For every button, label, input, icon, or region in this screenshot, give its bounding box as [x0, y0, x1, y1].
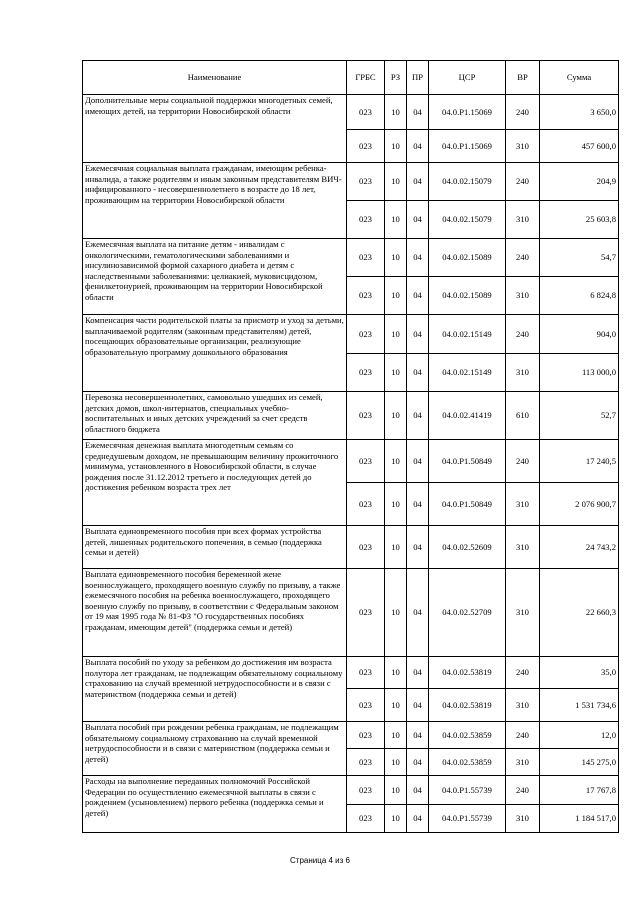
pr-cell: 04: [407, 392, 429, 440]
pr-cell: 04: [407, 526, 429, 569]
row-name-cell: Перевозка несовершеннолетних, самовольно ушедших из семей, детских домов, школ-интернатов, специальных учебно-воспитательных и иных детских учреждений за счет средств областного бюджета: [83, 392, 347, 440]
rz-cell: 10: [385, 163, 407, 201]
table-header-row: [83, 61, 619, 95]
vr-cell: 310: [506, 805, 540, 833]
rz-cell: 10: [385, 689, 407, 722]
pr-cell: 04: [407, 776, 429, 805]
grbs-cell: 023: [347, 689, 385, 722]
vr-cell: 240: [506, 722, 540, 749]
header-rz: РЗ: [385, 61, 407, 95]
row-name-cell: Выплата единовременного пособия при всех формах устройства детей, лишенных родительского попечения, в семью (поддержка семьи и детей): [83, 526, 347, 569]
table-row: [83, 239, 619, 277]
vr-cell: 610: [506, 392, 540, 440]
csr-cell: 04.0.02.52709: [429, 569, 506, 657]
csr-cell: 04.0.02.41419: [429, 392, 506, 440]
pr-cell: 04: [407, 277, 429, 315]
grbs-cell: 023: [347, 776, 385, 805]
csr-cell: 04.0.Р1.15069: [429, 95, 506, 130]
header-vr: ВР: [506, 61, 540, 95]
vr-cell: 310: [506, 526, 540, 569]
table-row: [83, 440, 619, 483]
sum-cell: 54,7: [540, 239, 619, 277]
sum-cell: 17 767,8: [540, 776, 619, 805]
csr-cell: 04.0.Р1.50849: [429, 483, 506, 526]
vr-cell: 240: [506, 239, 540, 277]
vr-cell: 240: [506, 95, 540, 130]
pr-cell: 04: [407, 130, 429, 163]
sum-cell: 457 600,0: [540, 130, 619, 163]
rz-cell: 10: [385, 201, 407, 239]
rz-cell: 10: [385, 130, 407, 163]
vr-cell: 310: [506, 354, 540, 392]
grbs-cell: 023: [347, 526, 385, 569]
csr-cell: 04.0.Р1.55739: [429, 776, 506, 805]
grbs-cell: 023: [347, 163, 385, 201]
header-sum: Сумма: [540, 61, 619, 95]
rz-cell: 10: [385, 749, 407, 776]
rz-cell: 10: [385, 440, 407, 483]
rz-cell: 10: [385, 354, 407, 392]
table-row: [83, 526, 619, 569]
sum-cell: 904,0: [540, 315, 619, 354]
budget-table: [82, 60, 619, 833]
csr-cell: 04.0.02.53859: [429, 749, 506, 776]
table-row: [83, 657, 619, 689]
csr-cell: 04.0.02.15079: [429, 201, 506, 239]
grbs-cell: 023: [347, 749, 385, 776]
row-name-cell: Ежемесячная социальная выплата гражданам, имеющим ребенка-инвалида, а также родителям и иным законным представителям ВИЧ-инфицированного - несовершеннолетнего в возрасте до 18 лет, проживающим на территории Новосибирской области: [83, 163, 347, 239]
vr-cell: 240: [506, 440, 540, 483]
rz-cell: 10: [385, 569, 407, 657]
table-row: [83, 163, 619, 201]
sum-cell: 24 743,2: [540, 526, 619, 569]
pr-cell: 04: [407, 569, 429, 657]
grbs-cell: 023: [347, 392, 385, 440]
row-name-cell: Ежемесячная денежная выплата многодетным семьям со среднедушевым доходом, не превышающим величину прожиточного минимума, установленного в Новосибирской области, в случае рождения после 31.12.2012 третьего и последующих детей до достижения ребенком возраста трех лет: [83, 440, 347, 526]
csr-cell: 04.0.02.15089: [429, 277, 506, 315]
pr-cell: 04: [407, 805, 429, 833]
sum-cell: 12,0: [540, 722, 619, 749]
pr-cell: 04: [407, 95, 429, 130]
pr-cell: 04: [407, 163, 429, 201]
grbs-cell: 023: [347, 440, 385, 483]
csr-cell: 04.0.02.15089: [429, 239, 506, 277]
rz-cell: 10: [385, 722, 407, 749]
sum-cell: 22 660,3: [540, 569, 619, 657]
pr-cell: 04: [407, 689, 429, 722]
csr-cell: 04.0.02.15079: [429, 163, 506, 201]
vr-cell: 310: [506, 130, 540, 163]
header-name: Наименование: [83, 61, 347, 95]
sum-cell: 1 531 734,6: [540, 689, 619, 722]
sum-cell: 35,0: [540, 657, 619, 689]
table-row: [83, 315, 619, 354]
grbs-cell: 023: [347, 277, 385, 315]
vr-cell: 310: [506, 201, 540, 239]
vr-cell: 240: [506, 163, 540, 201]
grbs-cell: 023: [347, 95, 385, 130]
sum-cell: 1 184 517,0: [540, 805, 619, 833]
pr-cell: 04: [407, 315, 429, 354]
pr-cell: 04: [407, 440, 429, 483]
pr-cell: 04: [407, 483, 429, 526]
rz-cell: 10: [385, 277, 407, 315]
vr-cell: 310: [506, 689, 540, 722]
csr-cell: 04.0.Р1.55739: [429, 805, 506, 833]
sum-cell: 204,9: [540, 163, 619, 201]
rz-cell: 10: [385, 95, 407, 130]
grbs-cell: 023: [347, 722, 385, 749]
grbs-cell: 023: [347, 315, 385, 354]
vr-cell: 310: [506, 569, 540, 657]
grbs-cell: 023: [347, 354, 385, 392]
row-name-cell: Выплата пособий при рождении ребенка гражданам, не подлежащим обязательному социальному страхованию на случай временной нетрудоспособности и в связи с материнством (поддержка семьи и детей): [83, 722, 347, 776]
grbs-cell: 023: [347, 657, 385, 689]
rz-cell: 10: [385, 315, 407, 354]
grbs-cell: 023: [347, 805, 385, 833]
vr-cell: 240: [506, 657, 540, 689]
rz-cell: 10: [385, 776, 407, 805]
vr-cell: 310: [506, 483, 540, 526]
vr-cell: 240: [506, 776, 540, 805]
vr-cell: 240: [506, 315, 540, 354]
vr-cell: 310: [506, 749, 540, 776]
pr-cell: 04: [407, 239, 429, 277]
sum-cell: 6 824,8: [540, 277, 619, 315]
row-name-cell: Компенсация части родительской платы за присмотр и уход за детьми, выплачиваемой родителям (законным представителям) детей, посещающих образовательные организации, реализующие образовательную программу дошкольного образования: [83, 315, 347, 392]
table-row: [83, 392, 619, 440]
sum-cell: 3 650,0: [540, 95, 619, 130]
pr-cell: 04: [407, 749, 429, 776]
page-footer: Страница 4 из 6: [290, 856, 350, 865]
rz-cell: 10: [385, 657, 407, 689]
vr-cell: 310: [506, 277, 540, 315]
pr-cell: 04: [407, 722, 429, 749]
header-csr: ЦСР: [429, 61, 506, 95]
sum-cell: 113 000,0: [540, 354, 619, 392]
table-body: [83, 95, 619, 833]
rz-cell: 10: [385, 483, 407, 526]
grbs-cell: 023: [347, 130, 385, 163]
rz-cell: 10: [385, 805, 407, 833]
grbs-cell: 023: [347, 201, 385, 239]
csr-cell: 04.0.Р1.50849: [429, 440, 506, 483]
rz-cell: 10: [385, 239, 407, 277]
rz-cell: 10: [385, 392, 407, 440]
csr-cell: 04.0.02.15149: [429, 315, 506, 354]
pr-cell: 04: [407, 201, 429, 239]
pr-cell: 04: [407, 354, 429, 392]
csr-cell: 04.0.02.53819: [429, 689, 506, 722]
row-name-cell: Расходы на выполнение переданных полномочий Российской Федерации по осуществлению ежемесячной выплаты в связи с рождением (усыновлением) первого ребенка (поддержка семьи и детей): [83, 776, 347, 833]
sum-cell: 145 275,0: [540, 749, 619, 776]
row-name-cell: Ежемесячная выплата на питание детям - инвалидам с онкологическими, гематологическими заболеваниями и инсулинозависимой формой сахарного диабета и детям с наследственными заболеваниями: целиакией, муковисцидозом, фенилкетонурией, проживающим на территории Новосибирской области: [83, 239, 347, 315]
csr-cell: 04.0.02.15149: [429, 354, 506, 392]
grbs-cell: 023: [347, 569, 385, 657]
csr-cell: 04.0.02.53819: [429, 657, 506, 689]
sum-cell: 2 076 900,7: [540, 483, 619, 526]
csr-cell: 04.0.02.52609: [429, 526, 506, 569]
grbs-cell: 023: [347, 239, 385, 277]
header-pr: ПР: [407, 61, 429, 95]
table-row: [83, 776, 619, 805]
csr-cell: 04.0.02.53859: [429, 722, 506, 749]
sum-cell: 52,7: [540, 392, 619, 440]
table-row: [83, 569, 619, 657]
grbs-cell: 023: [347, 483, 385, 526]
table-row: [83, 722, 619, 749]
rz-cell: 10: [385, 526, 407, 569]
row-name-cell: Выплата единовременного пособия беременной жене военнослужащего, проходящего военную службу по призыву, а также ежемесячного пособия на ребенка военнослужащего, проходящего военную службу по призыву, в соответствии с Федеральным законом от 19 мая 1995 года № 81-ФЗ "О государственных пособиях гражданам, имеющим детей" (поддержка семьи и детей): [83, 569, 347, 657]
csr-cell: 04.0.Р1.15069: [429, 130, 506, 163]
sum-cell: 25 603,8: [540, 201, 619, 239]
pr-cell: 04: [407, 657, 429, 689]
table-row: [83, 95, 619, 130]
row-name-cell: Дополнительные меры социальной поддержки многодетных семей, имеющих детей, на территории Новосибирской области: [83, 95, 347, 163]
row-name-cell: Выплата пособий по уходу за ребенком до достижения им возраста полутора лет гражданам, не подлежащим обязательному социальному страхованию на случай временной нетрудоспособности и в связи с материнством (поддержка семьи и детей): [83, 657, 347, 722]
sum-cell: 17 240,5: [540, 440, 619, 483]
header-grbs: ГРБС: [347, 61, 385, 95]
